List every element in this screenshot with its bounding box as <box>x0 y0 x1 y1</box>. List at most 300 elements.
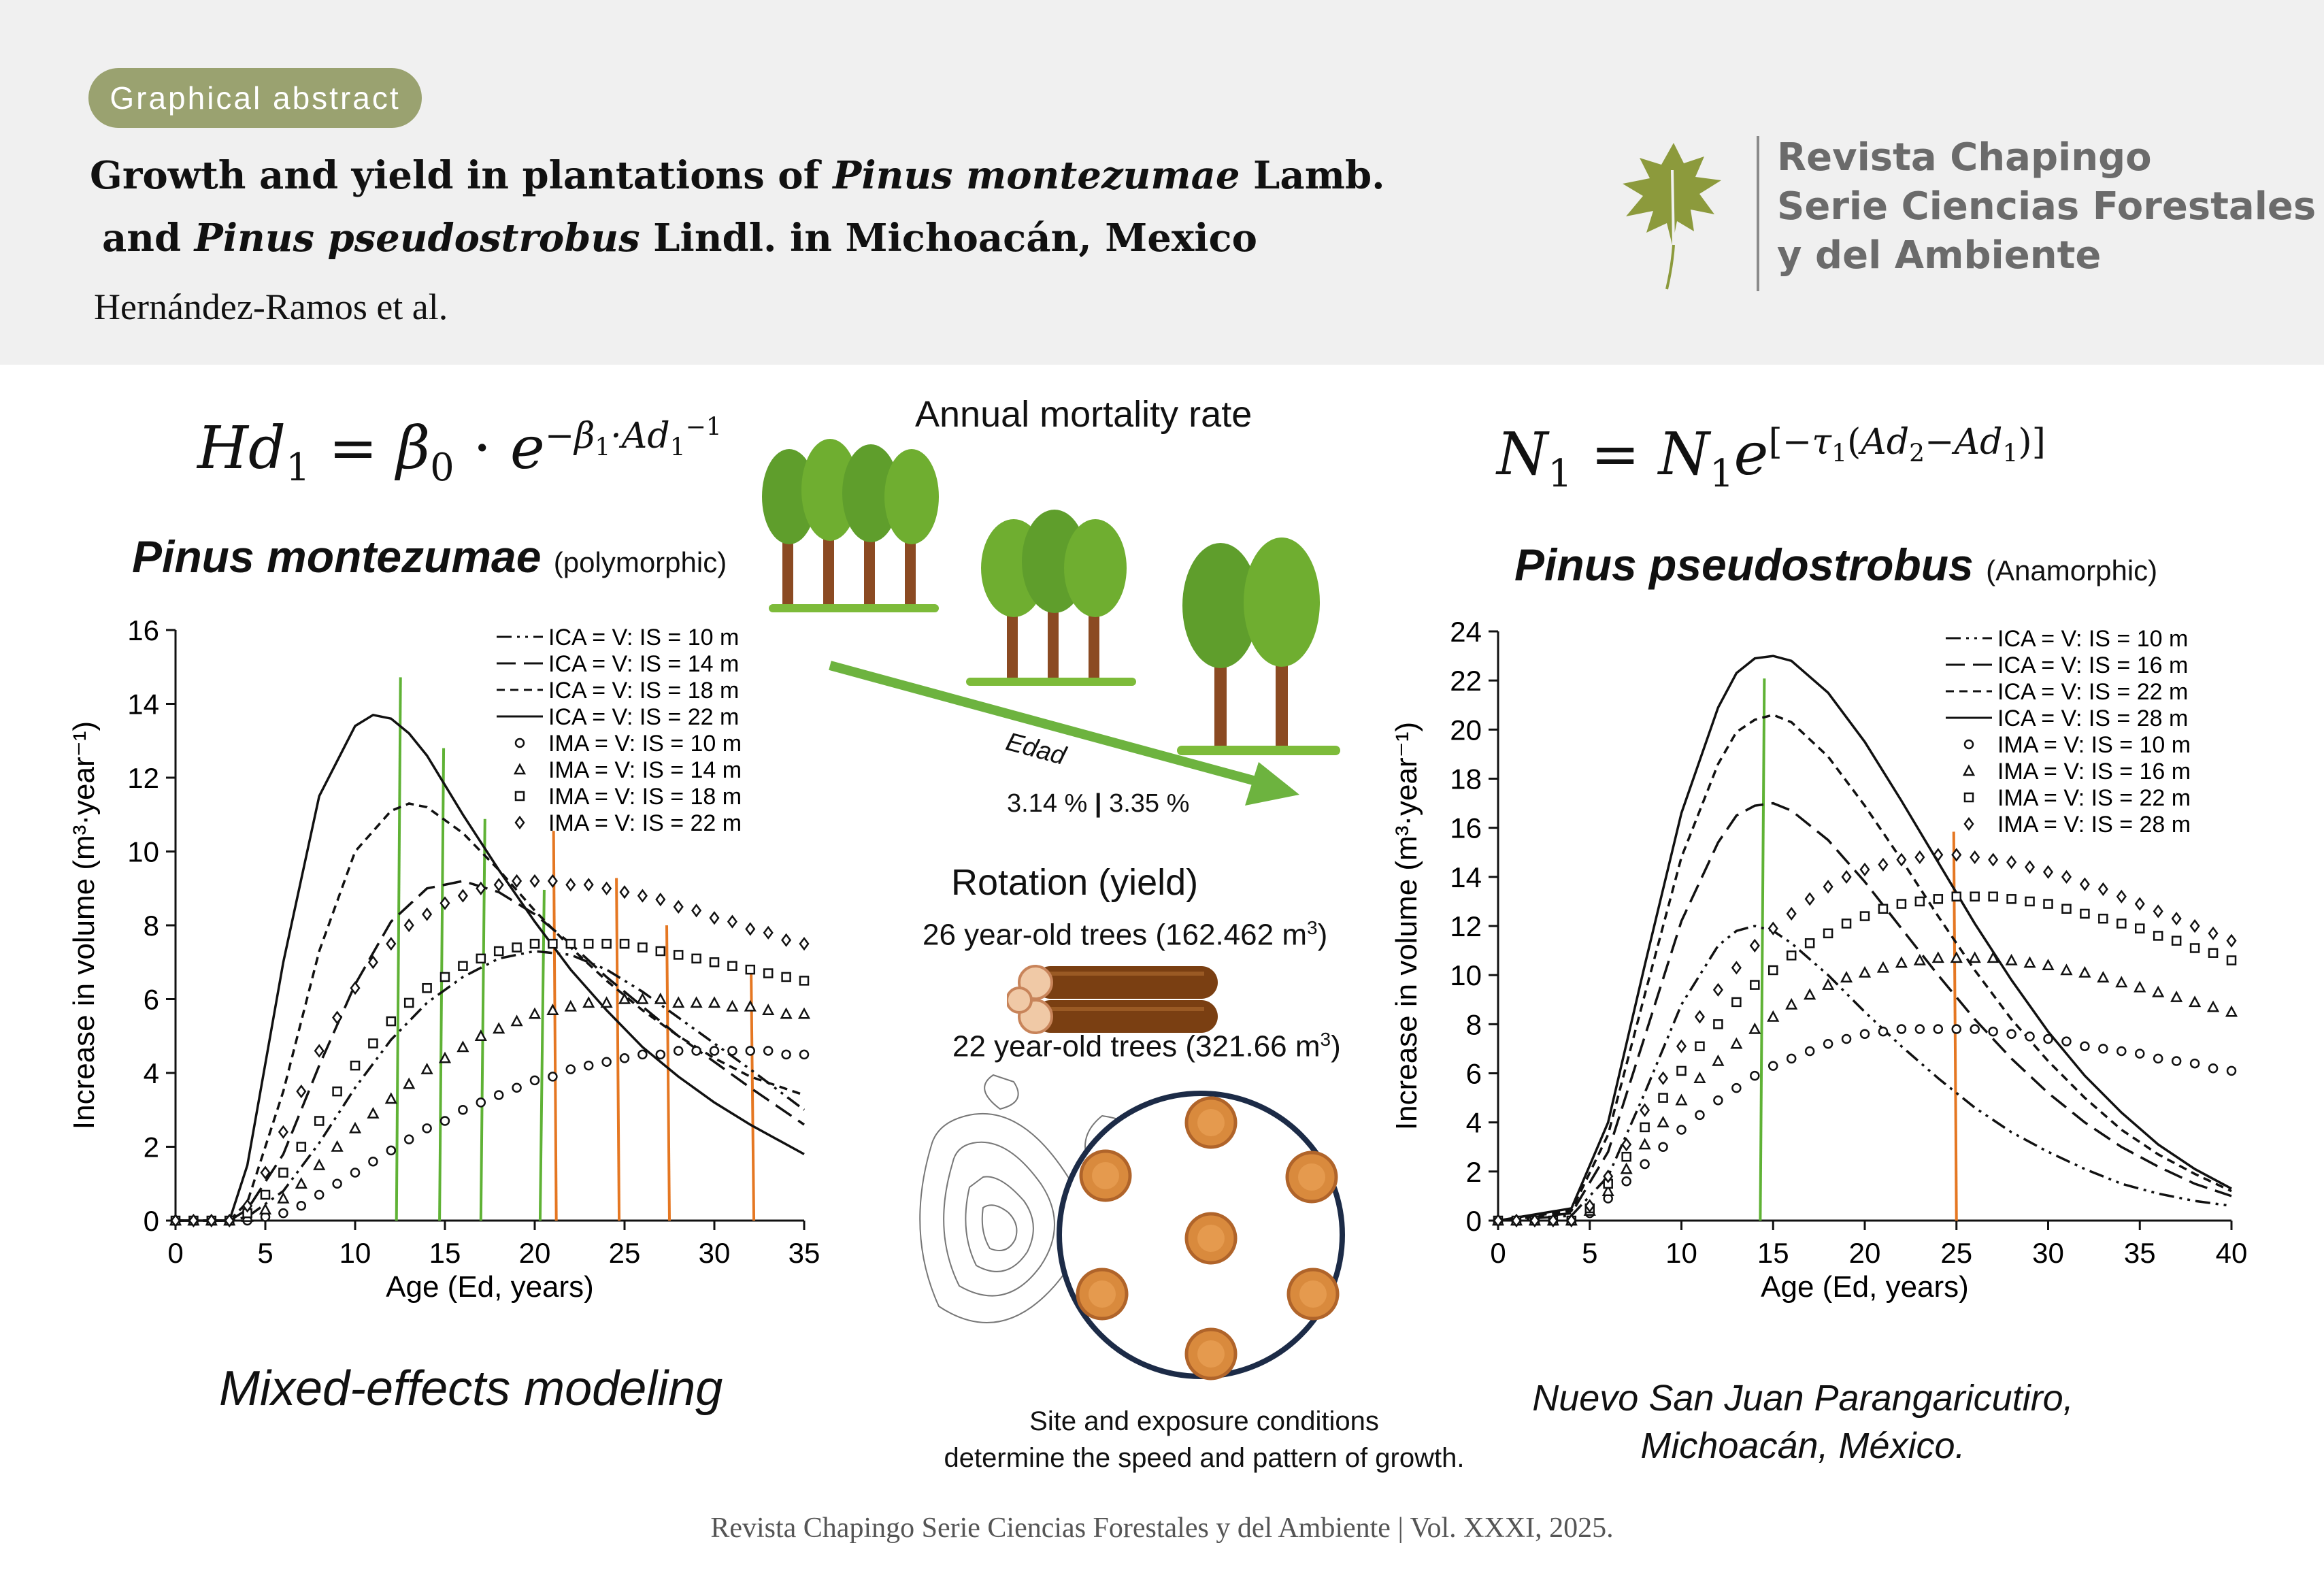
ima-point <box>1805 990 1814 999</box>
ima-point <box>1731 1039 1741 1048</box>
ima-point <box>1806 1047 1814 1055</box>
ima-point <box>333 1180 342 1188</box>
ima-point <box>603 940 611 948</box>
ima-point <box>387 938 395 949</box>
ima-point <box>1916 852 1924 863</box>
ima-point <box>531 940 539 948</box>
ima-point <box>1714 985 1722 995</box>
ima-point <box>314 1161 324 1170</box>
green-marker-line <box>1760 678 1764 1221</box>
rotation-26: 26 year-old trees (162.462 $m^3$) <box>923 917 1328 952</box>
ima-point <box>297 1179 306 1188</box>
ima-point <box>1750 940 1759 951</box>
left-species-title: Pinus montezumae (polymorphic) <box>132 531 727 582</box>
ima-point <box>2227 936 2236 946</box>
ima-point <box>693 905 701 916</box>
ima-point <box>1806 893 1814 904</box>
ima-point <box>494 1024 503 1033</box>
ima-point <box>1768 1012 1778 1021</box>
x-axis-label: Age (Ed, years) <box>386 1270 594 1304</box>
ima-point <box>1842 872 1850 882</box>
ima-point <box>584 1061 593 1070</box>
x-tick-label: 25 <box>1940 1237 1973 1269</box>
ima-point <box>1842 973 1851 982</box>
ima-point <box>261 1205 270 1214</box>
ima-point <box>584 998 593 1007</box>
orange-marker-line <box>616 878 619 1221</box>
ima-point <box>2044 961 2053 970</box>
graphical-abstract-badge: Graphical abstract <box>88 68 422 128</box>
x-tick-label: 10 <box>1665 1237 1697 1269</box>
y-tick-label: 6 <box>143 983 159 1016</box>
ima-point <box>1714 1096 1722 1104</box>
ima-point <box>458 1042 467 1051</box>
y-tick-label: 0 <box>143 1205 159 1237</box>
legend-label: ICA = V: IS = 10 m <box>548 625 740 650</box>
ima-point <box>2061 965 2071 974</box>
ima-point <box>2172 1057 2180 1065</box>
ima-point <box>2117 919 2125 927</box>
ima-point <box>710 958 718 966</box>
ima-point <box>620 1054 629 1062</box>
legend-marker-swatch <box>516 817 524 828</box>
orange-marker-line <box>667 925 669 1221</box>
ima-point <box>1989 855 1997 865</box>
y-tick-label: 6 <box>1465 1057 1482 1090</box>
ima-point <box>2080 1042 2089 1051</box>
title-line-1: Growth and yield in plantations of Pinus montezumae Lamb. <box>90 153 1385 198</box>
ima-point <box>315 1191 323 1199</box>
ima-point <box>657 1051 665 1059</box>
ima-point <box>2008 857 2016 867</box>
legend-label: IMA = V: IS = 10 m <box>548 731 742 757</box>
ima-point <box>602 998 612 1007</box>
ima-point <box>441 1117 449 1125</box>
ima-point <box>350 1123 360 1132</box>
y-tick-label: 20 <box>1450 714 1482 746</box>
ima-point <box>297 1202 305 1210</box>
ima-point <box>1732 998 1740 1006</box>
ima-point <box>2227 1007 2236 1016</box>
y-tick-label: 18 <box>1450 763 1482 795</box>
ima-point <box>638 891 646 901</box>
ima-point <box>2062 1038 2070 1046</box>
ima-point <box>674 901 682 912</box>
ima-point <box>2209 949 2217 957</box>
ima-point <box>782 1051 791 1059</box>
ima-point <box>548 940 557 948</box>
ima-point <box>369 1040 377 1048</box>
y-tick-label: 2 <box>1465 1155 1482 1188</box>
authors: Hernández-Ramos et al. <box>94 286 448 327</box>
ima-point <box>531 876 539 887</box>
legend-label: ICA = V: IS = 10 m <box>1997 626 2189 652</box>
ima-point <box>1861 864 1869 875</box>
ima-point <box>2117 1047 2125 1055</box>
ima-point <box>1769 966 1777 974</box>
legend-marker-swatch <box>1965 793 1973 801</box>
ima-point <box>315 1117 323 1125</box>
ima-point <box>1934 1025 1942 1033</box>
ima-point <box>1732 962 1740 973</box>
green-marker-line <box>481 819 485 1221</box>
journal-name: Revista Chapingo Serie Ciencias Forestales y del Ambiente <box>1777 135 2317 278</box>
ima-point <box>531 1076 539 1085</box>
ima-point <box>315 1045 323 1056</box>
ima-point <box>1641 1160 1649 1168</box>
ima-point <box>710 1046 718 1055</box>
ima-point <box>1879 905 1887 913</box>
x-tick-label: 20 <box>518 1237 551 1269</box>
mortality-title: Annual mortality rate <box>915 394 1252 435</box>
ima-point <box>764 1046 772 1055</box>
ima-point <box>279 1209 287 1217</box>
ima-point <box>1879 1027 1887 1036</box>
ima-point <box>746 965 754 974</box>
ima-point <box>567 879 575 890</box>
ima-point <box>404 1079 414 1088</box>
ima-point <box>2044 900 2053 908</box>
legend-label: ICA = V: IS = 28 m <box>1997 706 2189 731</box>
ima-point <box>2080 910 2089 918</box>
ima-point <box>1824 1040 1832 1048</box>
ima-point <box>1678 1125 1686 1134</box>
ima-point <box>1641 1105 1649 1116</box>
ima-point <box>782 973 791 981</box>
ima-point <box>1732 1084 1740 1092</box>
montezumae-growth-chart <box>41 599 857 1334</box>
legend-label: ICA = V: IS = 16 m <box>1997 652 2189 678</box>
ima-point <box>1695 1111 1704 1119</box>
ima-point <box>674 998 683 1007</box>
oak-leaf-logo-icon <box>1619 129 1728 293</box>
x-tick-label: 15 <box>429 1237 461 1269</box>
ima-point <box>351 1061 359 1070</box>
ima-point <box>405 1136 413 1144</box>
ima-point <box>1787 999 1796 1008</box>
ima-point <box>369 1157 377 1165</box>
y-tick-label: 4 <box>143 1057 159 1089</box>
y-tick-label: 14 <box>127 688 159 721</box>
ima-point <box>513 876 521 887</box>
ima-point <box>1933 953 1943 962</box>
ima-point <box>405 999 413 1007</box>
legend-label: ICA = V: IS = 22 m <box>1997 679 2189 705</box>
ima-point <box>1897 958 1906 967</box>
ima-point <box>2044 1035 2053 1043</box>
legend-label: IMA = V: IS = 18 m <box>548 784 742 810</box>
ima-point <box>1953 893 1961 901</box>
ima-point <box>405 920 413 931</box>
ima-point <box>333 1142 342 1151</box>
ima-point <box>2007 956 2016 965</box>
journal-divider <box>1757 136 1759 291</box>
ima-point <box>1659 1143 1667 1151</box>
y-tick-label: 0 <box>1465 1205 1482 1237</box>
legend-marker-swatch <box>1965 818 1973 829</box>
x-tick-label: 40 <box>2215 1237 2248 1269</box>
legend-marker-swatch <box>516 739 524 747</box>
ima-point <box>1750 1072 1759 1080</box>
ima-point <box>495 1091 503 1099</box>
ima-point <box>2026 1032 2034 1040</box>
ima-point <box>710 998 719 1007</box>
legend-label: ICA = V: IS = 18 m <box>548 678 740 704</box>
ima-point <box>1971 1025 1979 1033</box>
ima-point <box>2153 987 2163 996</box>
y-tick-label: 16 <box>127 614 159 646</box>
ima-point <box>728 1046 736 1055</box>
ima-point <box>1971 893 1979 901</box>
ima-point <box>513 1084 521 1092</box>
y-axis-label: Increase in volume (m³·year⁻¹) <box>67 721 101 1130</box>
ima-point <box>441 973 449 981</box>
ima-point <box>2154 906 2162 916</box>
ima-point <box>2209 928 2217 939</box>
ima-point <box>763 1006 773 1014</box>
rotation-22: 22 year-old trees (321.66 $m^3$) <box>952 1029 1341 1063</box>
x-tick-label: 35 <box>788 1237 820 1269</box>
ima-point <box>2044 867 2053 878</box>
ima-point <box>584 879 593 890</box>
title-line-2: and Pinus pseudostrobus Lindl. in Michoacán, Mexico <box>102 216 1257 261</box>
ima-point <box>728 962 736 970</box>
ima-point <box>2098 973 2108 982</box>
ima-point <box>1897 1025 1906 1033</box>
ima-point <box>459 891 467 901</box>
ima-point <box>387 1146 395 1155</box>
ima-point <box>692 998 701 1007</box>
ima-point <box>1641 1123 1649 1131</box>
legend-marker-swatch <box>1965 740 1973 748</box>
ima-point <box>477 1098 485 1106</box>
ima-point <box>764 927 772 938</box>
legend-label: IMA = V: IS = 14 m <box>548 757 742 783</box>
ima-point <box>1824 929 1832 938</box>
ima-point <box>1659 1094 1667 1102</box>
ima-point <box>638 1051 646 1059</box>
y-tick-label: 10 <box>127 836 159 868</box>
ima-point <box>1623 1177 1631 1185</box>
legend-label: IMA = V: IS = 22 m <box>548 810 742 836</box>
ima-point <box>1787 951 1795 959</box>
ima-point <box>1971 852 1979 863</box>
ima-point <box>800 938 808 949</box>
ima-point <box>476 1031 486 1040</box>
ima-point <box>727 1002 737 1010</box>
ima-point <box>1989 953 1998 962</box>
x-tick-label: 25 <box>608 1237 641 1269</box>
ima-point <box>620 887 629 897</box>
ima-point <box>637 995 647 1004</box>
ima-point <box>1860 968 1870 977</box>
ima-point <box>1623 1139 1631 1150</box>
ima-point <box>2099 1044 2107 1053</box>
ima-point <box>2025 958 2035 967</box>
ima-point <box>566 1002 576 1010</box>
footer-citation: Revista Chapingo Serie Ciencias Forestales y del Ambiente | Vol. XXXI, 2025. <box>710 1512 1614 1544</box>
legend-label: IMA = V: IS = 16 m <box>1997 759 2191 784</box>
ima-point <box>278 1193 288 1202</box>
ica-series-line <box>176 804 804 1221</box>
ima-point <box>261 1191 269 1199</box>
ima-point <box>297 1143 305 1151</box>
ima-point <box>1916 1025 1924 1033</box>
site-stand-circle <box>1048 1082 1354 1388</box>
ima-point <box>2172 993 2181 1002</box>
ima-point <box>1806 939 1814 947</box>
ima-point <box>351 1168 359 1176</box>
ima-point <box>746 1046 754 1055</box>
y-tick-label: 8 <box>143 910 159 942</box>
x-tick-label: 10 <box>339 1237 371 1269</box>
ima-point <box>2172 937 2180 945</box>
ima-point <box>2062 872 2070 882</box>
ima-point <box>2191 944 2199 952</box>
x-tick-label: 30 <box>698 1237 731 1269</box>
ima-point <box>800 1051 808 1059</box>
ima-point <box>2136 925 2144 933</box>
ima-point <box>423 1124 431 1132</box>
ima-point <box>422 1065 432 1074</box>
ima-point <box>782 935 791 946</box>
ima-point <box>2154 931 2162 940</box>
legend-label: ICA = V: IS = 14 m <box>548 651 740 677</box>
ima-point <box>620 940 629 948</box>
ima-point <box>530 1009 540 1018</box>
ima-point <box>1842 1035 1850 1043</box>
article-title <box>90 144 1385 269</box>
ima-point <box>2008 1030 2016 1038</box>
site-conditions-text: Site and exposure conditions determine the speed and pattern of growth. <box>944 1406 1465 1473</box>
ima-point <box>2136 899 2144 910</box>
orange-marker-line <box>554 831 557 1221</box>
x-tick-label: 5 <box>257 1237 273 1269</box>
ima-point <box>2154 1055 2162 1063</box>
ima-point <box>746 923 754 934</box>
legend-marker-swatch <box>1964 766 1974 775</box>
ima-point <box>1878 963 1888 972</box>
ima-point <box>1622 1164 1631 1173</box>
ima-point <box>1695 1074 1704 1082</box>
ima-point <box>728 916 736 927</box>
y-tick-label: 12 <box>127 762 159 794</box>
ima-point <box>2008 895 2016 903</box>
ima-point <box>799 1009 809 1018</box>
ima-point <box>1861 912 1869 921</box>
ima-point <box>764 970 772 978</box>
ima-point <box>674 1046 682 1055</box>
ima-point <box>495 879 503 890</box>
green-marker-line <box>397 677 401 1221</box>
x-tick-label: 35 <box>2123 1237 2156 1269</box>
ima-point <box>423 984 431 992</box>
ima-point <box>2191 1059 2199 1068</box>
x-tick-label: 5 <box>1582 1237 1598 1269</box>
ima-point <box>2026 861 2034 872</box>
pseudostrobus-growth-chart <box>1361 599 2259 1334</box>
ima-point <box>2136 1050 2144 1058</box>
ima-point <box>297 1086 305 1097</box>
ima-point <box>2208 1002 2218 1011</box>
ima-point <box>2172 913 2180 924</box>
ima-point <box>2190 997 2200 1006</box>
ica-series-line <box>176 951 804 1221</box>
arrow-label: Edad <box>1003 727 1069 771</box>
ima-point <box>459 962 467 970</box>
ima-point <box>656 995 665 1004</box>
ima-point <box>674 950 682 959</box>
legend-marker-swatch <box>516 792 524 800</box>
ima-point <box>548 1072 557 1080</box>
ima-point <box>2191 921 2199 931</box>
y-tick-label: 16 <box>1450 812 1482 844</box>
ima-point <box>2227 957 2236 965</box>
ima-point <box>567 1065 575 1074</box>
ima-point <box>1970 953 1980 962</box>
mixed-effects-label: Mixed-effects modeling <box>219 1361 723 1416</box>
ima-point <box>1769 1062 1777 1070</box>
ima-point <box>1713 1056 1723 1065</box>
x-tick-label: 15 <box>1757 1237 1789 1269</box>
ima-point <box>603 1058 611 1066</box>
ima-point <box>2227 1067 2236 1075</box>
ima-point <box>2116 978 2126 987</box>
ima-point <box>2062 905 2070 913</box>
ima-point <box>1861 1030 1869 1038</box>
y-tick-label: 22 <box>1450 665 1482 697</box>
ima-point <box>2080 968 2089 977</box>
x-tick-label: 0 <box>167 1237 184 1269</box>
ima-point <box>386 1094 396 1103</box>
ima-point <box>1640 1140 1650 1148</box>
ima-point <box>1695 1012 1704 1023</box>
ima-point <box>1750 1025 1759 1033</box>
legend-label: IMA = V: IS = 28 m <box>1997 812 2191 838</box>
ima-point <box>2099 884 2107 895</box>
location-label: Nuevo San Juan Parangaricutiro, Michoacán, México. <box>1532 1378 2074 1466</box>
ima-point <box>387 1017 395 1025</box>
ima-point <box>1823 980 1833 989</box>
ima-point <box>1714 1020 1722 1028</box>
ima-point <box>1623 1153 1631 1161</box>
ima-point <box>1989 1027 1997 1036</box>
tree-group-dense-icon <box>762 439 939 612</box>
ima-point <box>710 912 718 923</box>
ima-point <box>1678 1067 1686 1075</box>
ima-point <box>477 955 485 963</box>
mortality-rates: 3.14 % | 3.35 % <box>1007 789 1190 818</box>
ima-point <box>279 1127 287 1138</box>
ima-point <box>513 944 521 952</box>
ima-point <box>1824 881 1832 892</box>
ima-point <box>693 955 701 963</box>
ima-point <box>459 1106 467 1114</box>
ima-point <box>1787 1055 1795 1063</box>
ima-point <box>638 944 646 952</box>
ima-point <box>1897 855 1906 865</box>
formula-right: $N_1 = N_1e[-\tau 1(Ad2-Ad1)]$ <box>1497 420 2046 497</box>
y-axis-label: Increase in volume (m³·year⁻¹) <box>1390 721 1423 1131</box>
ima-point <box>584 940 593 948</box>
ima-point <box>423 909 431 920</box>
y-tick-label: 2 <box>143 1131 159 1163</box>
ima-point <box>2135 982 2144 991</box>
ima-point <box>693 1046 701 1055</box>
ima-point <box>800 976 808 985</box>
ima-point <box>2099 914 2107 923</box>
ima-point <box>548 876 557 887</box>
